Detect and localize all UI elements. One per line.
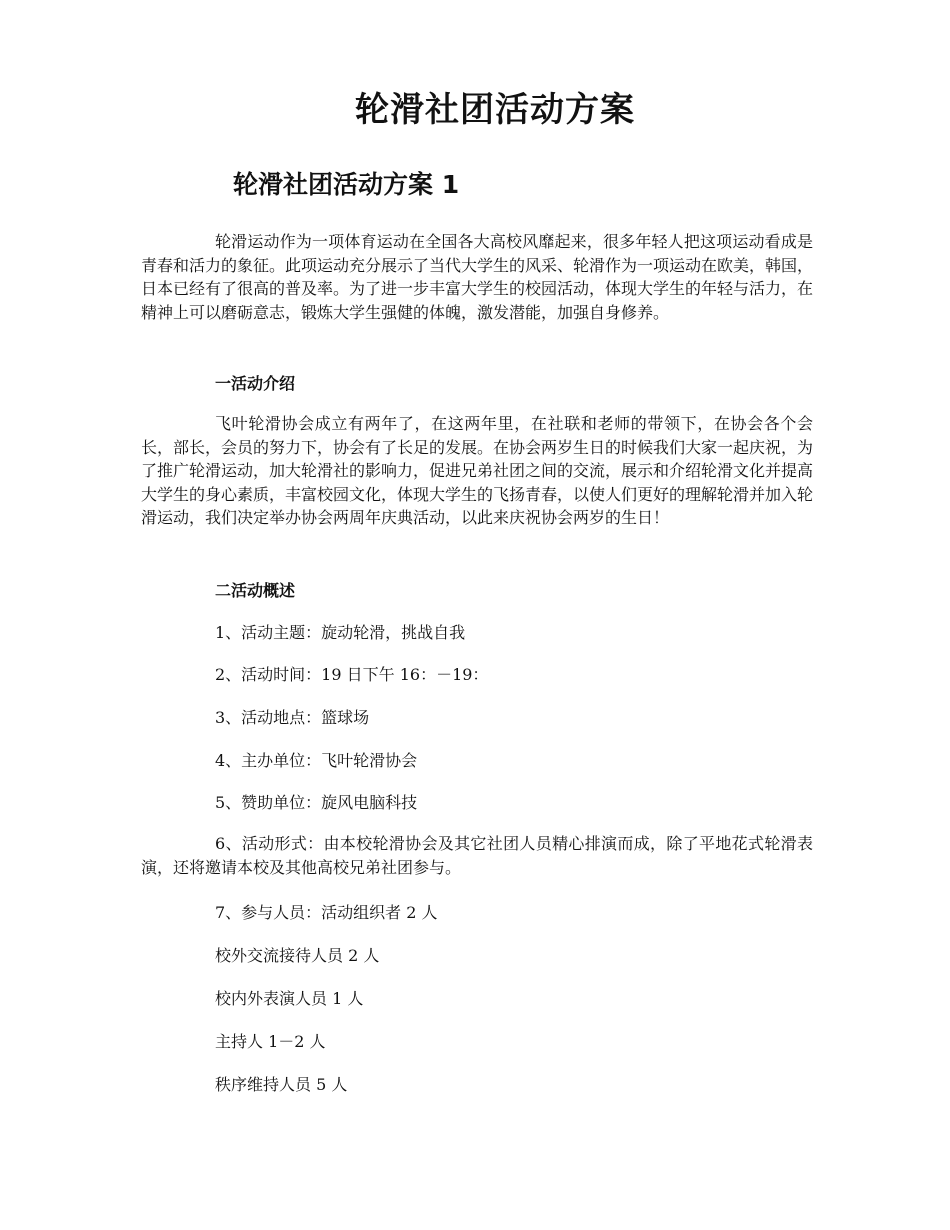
document-subtitle: 轮滑社团活动方案 1 — [233, 170, 460, 199]
overview-item-time: 2、活动时间：19 日下午 16：－19： — [215, 665, 489, 684]
participant-line: 校内外表演人员 1 人 — [215, 989, 364, 1008]
participant-line: 校外交流接待人员 2 人 — [215, 946, 380, 965]
document-title: 轮滑社团活动方案 — [355, 90, 635, 130]
overview-item-participants: 7、参与人员：活动组织者 2 人 — [215, 903, 438, 922]
overview-item-theme: 1、活动主题：旋动轮滑，挑战自我 — [215, 623, 466, 642]
overview-item-format: 6、活动形式：由本校轮滑协会及其它社团人员精心排演而成，除了平地花式轮滑表演，还将邀请本校及其他高校兄弟社团参与。 — [141, 834, 813, 877]
overview-item-organizer: 4、主办单位：飞叶轮滑协会 — [215, 751, 418, 770]
overview-item-location: 3、活动地点：篮球场 — [215, 708, 370, 727]
participant-line: 主持人 1－2 人 — [215, 1032, 326, 1051]
section-intro-paragraph: 飞叶轮滑协会成立有两年了，在这两年里，在社联和老师的带领下，在协会各个会长，部长，会员的努力下，协会有了长足的发展。在协会两岁生日的时候我们大家一起庆祝，为了推广轮滑运动，加大轮滑社的影响力，促进兄弟社团之间的交流，展示和介绍轮滑文化并提高大学生的身心素质，丰富校园文化，体现大学生的飞扬青春，以使人们更好的理解轮滑并加入轮滑运动，我们决定举办协会两周年庆典活动，以此来庆祝协会两岁的生日！ — [141, 414, 814, 528]
overview-item-sponsor: 5、赞助单位：旋风电脑科技 — [215, 793, 418, 812]
participant-line: 秩序维持人员 5 人 — [215, 1075, 348, 1094]
intro-paragraph: 轮滑运动作为一项体育运动在全国各大高校风靡起来，很多年轻人把这项运动看成是青春和活力的象征。此项运动充分展示了当代大学生的风采、轮滑作为一项运动在欧美，韩国，日本已经有了很高的普及率。为了进一步丰富大学生的校园活动，体现大学生的年轻与活力，在精神上可以磨砺意志，锻炼大学生强健的体魄，激发潜能，加强自身修养。 — [141, 232, 814, 322]
section-heading-overview: 二活动概述 — [215, 581, 296, 600]
section-heading-intro: 一活动介绍 — [215, 374, 296, 393]
